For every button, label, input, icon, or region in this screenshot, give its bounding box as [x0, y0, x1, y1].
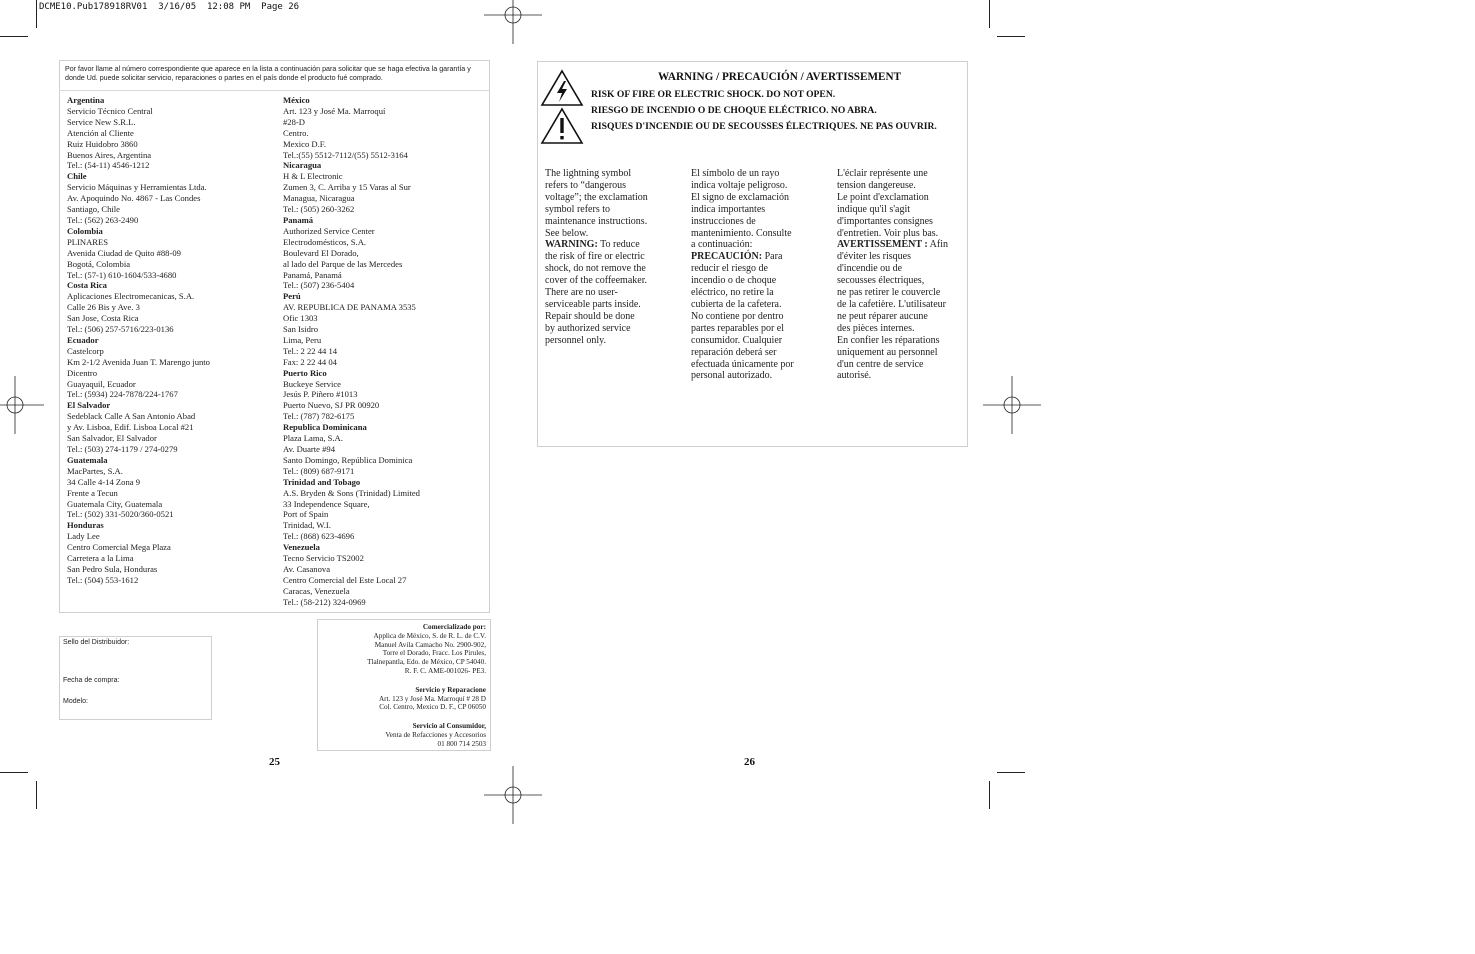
- address-line: Lady Lee: [67, 531, 100, 542]
- country-entry: [283, 215, 493, 291]
- warning-label-line: [691, 251, 821, 263]
- intro-divider: [59, 90, 490, 91]
- country-entry: [283, 477, 493, 542]
- address-line: Centro Comercial Mega Plaza: [67, 542, 171, 553]
- commercial-line: Col. Centro, Mexico D. F., CP 06050: [379, 703, 486, 712]
- address-line: Mexico D.F.: [283, 138, 326, 149]
- body-line: Repair should be done: [545, 310, 635, 322]
- country-name: Venezuela: [283, 542, 320, 553]
- address-line: San Jose, Costa Rica: [67, 313, 139, 324]
- address-line: Jesús P. Piñero #1013: [283, 389, 358, 400]
- body-line: shock, do not remove the: [545, 263, 646, 275]
- body-line: d'un centre de service: [837, 358, 924, 370]
- body-line: autorisé.: [837, 370, 872, 382]
- address-line: Tel.: (787) 782-6175: [283, 411, 355, 422]
- warning-text-spanish: [691, 168, 821, 382]
- body-line: serviceable parts inside.: [545, 298, 641, 310]
- intro-line: maintenance instructions.: [545, 215, 648, 227]
- intro-line: See below.: [545, 227, 589, 239]
- commercial-line: Applica de México, S. de R. L. de C.V.: [373, 631, 486, 640]
- country-entry: [67, 280, 277, 335]
- address-line: Calle 26 Bis y Ave. 3: [67, 302, 140, 313]
- country-entry: [67, 400, 277, 455]
- country-entry: [67, 455, 277, 520]
- address-line: Km 2-1/2 Avenida Juan T. Marengo junto: [67, 356, 210, 367]
- commercial-line: Torre el Dorado, Fracc. Los Pirules,: [382, 649, 486, 658]
- warning-line-english: RISK OF FIRE OR ELECTRIC SHOCK. DO NOT OPEN.: [591, 89, 836, 100]
- intro-line: refers to “dangerous: [545, 179, 627, 191]
- body-line: des pièces internes.: [837, 322, 915, 334]
- crop-mark-bottom-left-h: [0, 772, 28, 773]
- address-line: Authorized Service Center: [283, 225, 375, 236]
- address-line: Tel.: (507) 236-5404: [283, 280, 355, 291]
- country-entry: [283, 291, 493, 367]
- body-line: cover of the coffeemaker.: [545, 275, 647, 287]
- address-line: Bogotá, Colombia: [67, 258, 131, 269]
- country-entry: [283, 95, 493, 160]
- commercial-line: R. F. C. AME-001026- PE3.: [404, 666, 486, 675]
- country-name: Perú: [283, 291, 301, 302]
- address-line: Tel.: (57-1) 610-1604/533-4680: [67, 269, 177, 280]
- country-name: Ecuador: [67, 334, 99, 345]
- intro-line: Le point d'exclamation: [837, 191, 929, 203]
- body-line: incendio o de choque: [691, 275, 777, 287]
- country-name: Argentina: [67, 95, 105, 105]
- address-line: Zumen 3, C. Arriba y 15 Varas al Sur: [283, 182, 411, 193]
- body-line: d'éviter les risques: [837, 251, 912, 263]
- warning-text-french: [837, 168, 967, 382]
- address-line: Tel.:(55) 5512-7112/(55) 5512-3164: [283, 149, 408, 160]
- body-line: secousses électriques,: [837, 275, 925, 287]
- address-line: Tel.: (809) 687-9171: [283, 465, 355, 476]
- crop-mark-top-left-v: [36, 0, 37, 28]
- country-name: Costa Rica: [67, 280, 107, 291]
- body-line: de la cafetière. L'utilisateur: [837, 298, 946, 310]
- address-line: Fax: 2 22 44 04: [283, 356, 337, 367]
- intro-line: symbol refers to: [545, 203, 610, 215]
- commercial-heading: Servicio al Consumidor,: [412, 722, 486, 731]
- body-line: No contiene por dentro: [691, 310, 784, 322]
- address-line: Guatemala City, Guatemala: [67, 498, 163, 509]
- country-entry: [67, 520, 277, 585]
- body-line: d'incendie ou de: [837, 263, 903, 275]
- body-line: consumidor. Cualquier: [691, 334, 783, 346]
- country-name: Trinidad and Tobago: [283, 476, 361, 487]
- address-line: H & L Electronic: [283, 171, 343, 182]
- intro-line: voltage”; the exclamation: [545, 191, 648, 203]
- warranty-intro-text: Por favor llame al número correspondiente que aparece en la lista a continuación para solicitar que se haga efectiva la garantía y donde Ud. puede solicitar servicio, reparaciones o partes en el país donde el producto fué comprado.: [65, 65, 471, 82]
- commercial-block: [318, 623, 486, 676]
- address-line: Panamá, Panamá: [283, 269, 342, 280]
- country-name: Chile: [67, 171, 87, 182]
- country-name: Republica Dominicana: [283, 422, 367, 433]
- body-line: cubierta de la cafetera.: [691, 298, 782, 310]
- address-line: Plaza Lama, S.A.: [283, 433, 343, 444]
- body-line: the risk of fire or electric: [545, 251, 645, 263]
- crop-mark-top-left-h: [0, 36, 28, 37]
- address-line: Lima, Peru: [283, 334, 322, 345]
- address-line: Puerto Nuevo, SJ PR 00920: [283, 400, 380, 411]
- intro-line: El símbolo de un rayo: [691, 168, 780, 179]
- crop-mark-top-right-v: [989, 0, 990, 28]
- model-label: Modelo:: [63, 698, 88, 705]
- intro-line: indica voltaje peligroso.: [691, 179, 788, 191]
- body-line: by authorized service: [545, 322, 631, 334]
- address-line: y Av. Lisboa, Edif. Lisboa Local #21: [67, 422, 194, 433]
- intro-line: El signo de exclamación: [691, 191, 790, 203]
- crop-mark-bottom-right-h: [997, 772, 1025, 773]
- address-line: Servicio Máquinas y Herramientas Ltda.: [67, 182, 207, 193]
- country-entry: [67, 335, 277, 400]
- address-line: Service New S.R.L.: [67, 116, 136, 127]
- intro-line: a continuación:: [691, 239, 753, 251]
- intro-line: tension dangereuse.: [837, 179, 916, 191]
- intro-line: The lightning symbol: [545, 168, 632, 179]
- commercial-line: 01 800 714 2503: [437, 739, 486, 748]
- commercial-heading: Servicio y Reparacione: [415, 685, 486, 694]
- intro-line: indique qu'il s'agit: [837, 203, 911, 215]
- commercial-info-box: [317, 619, 491, 751]
- address-line: Art. 123 y José Ma. Marroquí: [283, 105, 386, 116]
- warning-label-line: [837, 239, 967, 251]
- address-line: Managua, Nicaragua: [283, 193, 355, 204]
- commercial-block: [318, 722, 486, 748]
- country-entry: [67, 95, 277, 171]
- address-line: Tel.: (503) 274-1179 / 274-0279: [67, 444, 178, 454]
- address-line: Santo Domingo, República Dominica: [283, 454, 413, 465]
- body-line: ne peut réparer aucune: [837, 310, 928, 322]
- warning-label: PRECAUCIÓN:: [691, 251, 763, 263]
- address-line: Avenida Ciudad de Quito #88-09: [67, 247, 181, 258]
- address-line: Av. Casanova: [283, 563, 331, 574]
- address-line: Tel.: (505) 260-3262: [283, 204, 355, 215]
- warning-label: AVERTISSEMENT :: [837, 239, 928, 251]
- address-line: Centro.: [283, 127, 309, 138]
- address-line: PLINARES: [67, 236, 109, 247]
- address-line: San Isidro: [283, 324, 319, 335]
- country-entry: [67, 226, 277, 281]
- crop-mark-bottom-left-v: [36, 781, 37, 809]
- address-line: 33 Independence Square,: [283, 498, 370, 509]
- distributor-stamp-box: [59, 636, 212, 720]
- purchase-date-label: Fecha de compra:: [63, 677, 120, 684]
- body-line: efectuada únicamente por: [691, 358, 794, 370]
- address-line: Tel.: (562) 263-2490: [67, 214, 139, 225]
- address-line: Carretera a la Lima: [67, 553, 134, 564]
- body-line: uniquement au personnel: [837, 346, 938, 358]
- country-name: Panamá: [283, 214, 314, 225]
- print-slug-line: DCME10.Pub178918RV01 3/16/05 12:08 PM Page 26: [39, 2, 300, 12]
- address-line: Tel.: (54-11) 4546-1212: [67, 160, 150, 171]
- country-entry: [283, 160, 493, 215]
- page-number-left: 25: [269, 756, 280, 768]
- lightning-warning-icon: [540, 69, 584, 107]
- address-line: Guayaquil, Ecuador: [67, 378, 136, 389]
- warning-label: WARNING:: [545, 239, 598, 251]
- address-line: Aplicaciones Electromecanicas, S.A.: [67, 291, 195, 302]
- address-line: Buenos Aires, Argentina: [67, 149, 152, 160]
- address-line: Boulevard El Dorado,: [283, 247, 359, 258]
- registration-mark-left-icon: [0, 376, 44, 434]
- country-entry: [283, 542, 493, 607]
- address-line: Dicentro: [67, 367, 98, 378]
- country-entry: [283, 368, 493, 423]
- intro-line: indica importantes: [691, 203, 766, 215]
- commercial-line: Manuel Avila Camacho No. 2900-902,: [374, 640, 486, 649]
- body-line: En confier les réparations: [837, 334, 940, 346]
- commercial-line: Venta de Refacciones y Accesorios: [385, 730, 486, 739]
- body-line: eléctrico, no retire la: [691, 287, 774, 299]
- address-line: Tel.: (506) 257-5716/223-0136: [67, 324, 174, 335]
- country-entry: [283, 422, 493, 477]
- address-line: 34 Calle 4-14 Zona 9: [67, 476, 141, 487]
- commercial-line: Tlalnepantla, Edo. de México, CP 54040.: [367, 658, 486, 667]
- country-name: Puerto Rico: [283, 367, 327, 378]
- address-line: Tel.: (502) 331-5020/360-0521: [67, 509, 174, 520]
- registration-mark-bottom-icon: [484, 766, 542, 824]
- address-line: Tel.: (58-212) 324-0969: [283, 596, 366, 607]
- address-line: #28-D: [283, 116, 305, 127]
- address-line: Tel.: (504) 553-1612: [67, 574, 139, 585]
- commercial-heading: Comercializado por:: [422, 623, 486, 631]
- country-name: Honduras: [67, 520, 104, 531]
- country-name: México: [283, 95, 310, 105]
- address-line: San Pedro Sula, Honduras: [67, 563, 158, 574]
- warning-title: WARNING / PRECAUCIÓN / AVERTISSEMENT: [657, 71, 902, 83]
- warning-line-spanish: RIESGO DE INCENDIO O DE CHOQUE ELÉCTRICO. NO ABRA.: [591, 105, 877, 116]
- address-line: MacPartes, S.A.: [67, 465, 123, 476]
- distributor-stamp-label: Sello del Distribuidor:: [63, 639, 130, 646]
- page-number-right: 26: [744, 756, 755, 768]
- body-line: reparación deberá ser: [691, 346, 777, 358]
- address-line: Castelcorp: [67, 345, 104, 356]
- address-line: A.S. Bryden & Sons (Trinidad) Limited: [283, 487, 420, 498]
- country-name: Nicaragua: [283, 160, 322, 171]
- address-line: Tecno Servicio TS2002: [283, 553, 364, 564]
- service-directory-column-2: [283, 95, 493, 608]
- registration-mark-right-icon: [983, 376, 1041, 434]
- address-line: Ruiz Huidobro 3860: [67, 138, 138, 149]
- address-line: Tel.: (5934) 224-7878/224-1767: [67, 389, 178, 400]
- address-line: San Salvador, El Salvador: [67, 433, 157, 444]
- intro-line: d'importantes consignes: [837, 215, 933, 227]
- address-line: Santiago, Chile: [67, 204, 120, 215]
- body-line: To reduce: [597, 239, 640, 251]
- crop-mark-bottom-right-v: [989, 781, 990, 809]
- address-line: Tel.: (868) 623-4696: [283, 531, 355, 542]
- address-line: Av. Apoquindo No. 4867 - Las Condes: [67, 193, 201, 204]
- registration-mark-top-icon: [484, 0, 542, 44]
- body-line: Para: [762, 251, 783, 263]
- address-line: Port of Spain: [283, 509, 329, 520]
- address-line: Frente a Tecun: [67, 487, 118, 498]
- address-line: al lado del Parque de las Mercedes: [283, 258, 403, 269]
- exclamation-warning-icon: [540, 107, 584, 145]
- address-line: Servicio Técnico Central: [67, 105, 153, 116]
- intro-line: mantenimiento. Consulte: [691, 227, 792, 239]
- service-directory-column-1: [67, 95, 277, 586]
- address-line: Ofic 1303: [283, 313, 318, 324]
- commercial-block: [318, 686, 486, 712]
- address-line: Centro Comercial del Este Local 27: [283, 574, 407, 585]
- body-line: partes reparables por el: [691, 322, 785, 334]
- intro-line: d'entretien. Voir plus bas.: [837, 227, 939, 239]
- body-line: There are no user-: [545, 287, 618, 299]
- body-line: reducir el riesgo de: [691, 263, 768, 275]
- address-line: AV. REPUBLICA DE PANAMA 3535: [283, 302, 416, 313]
- address-line: Trinidad, W.I.: [283, 520, 331, 531]
- address-line: Av. Duarte #94: [283, 444, 336, 454]
- commercial-line: Art. 123 y José Ma. Marroquí # 28 D: [378, 694, 486, 703]
- country-name: Guatemala: [67, 454, 108, 465]
- country-name: Colombia: [67, 225, 103, 236]
- address-line: Caracas, Venezuela: [283, 585, 350, 596]
- body-line: personal autorizado.: [691, 370, 773, 382]
- crop-mark-top-right-h: [997, 36, 1025, 37]
- warning-text-english: [545, 168, 675, 347]
- address-line: Atención al Cliente: [67, 127, 134, 138]
- body-line: Afin: [927, 239, 948, 251]
- address-line: Sedeblack Calle A San Antonio Abad: [67, 411, 196, 422]
- address-line: Buckeye Service: [283, 378, 341, 389]
- body-line: personnel only.: [545, 334, 607, 346]
- body-line: ne pas retirer le couvercle: [837, 287, 941, 299]
- intro-line: L'éclair représente une: [837, 168, 928, 179]
- intro-line: instrucciones de: [691, 215, 756, 227]
- warning-label-line: [545, 239, 675, 251]
- address-line: Tel.: 2 22 44 14: [283, 345, 338, 356]
- country-name: El Salvador: [67, 400, 111, 411]
- address-line: Electrodomésticos, S.A.: [283, 236, 367, 247]
- country-entry: [67, 171, 277, 226]
- warning-line-french: RISQUES D'INCENDIE OU DE SECOUSSES ÉLECTRIQUES. NE PAS OUVRIR.: [591, 121, 937, 132]
